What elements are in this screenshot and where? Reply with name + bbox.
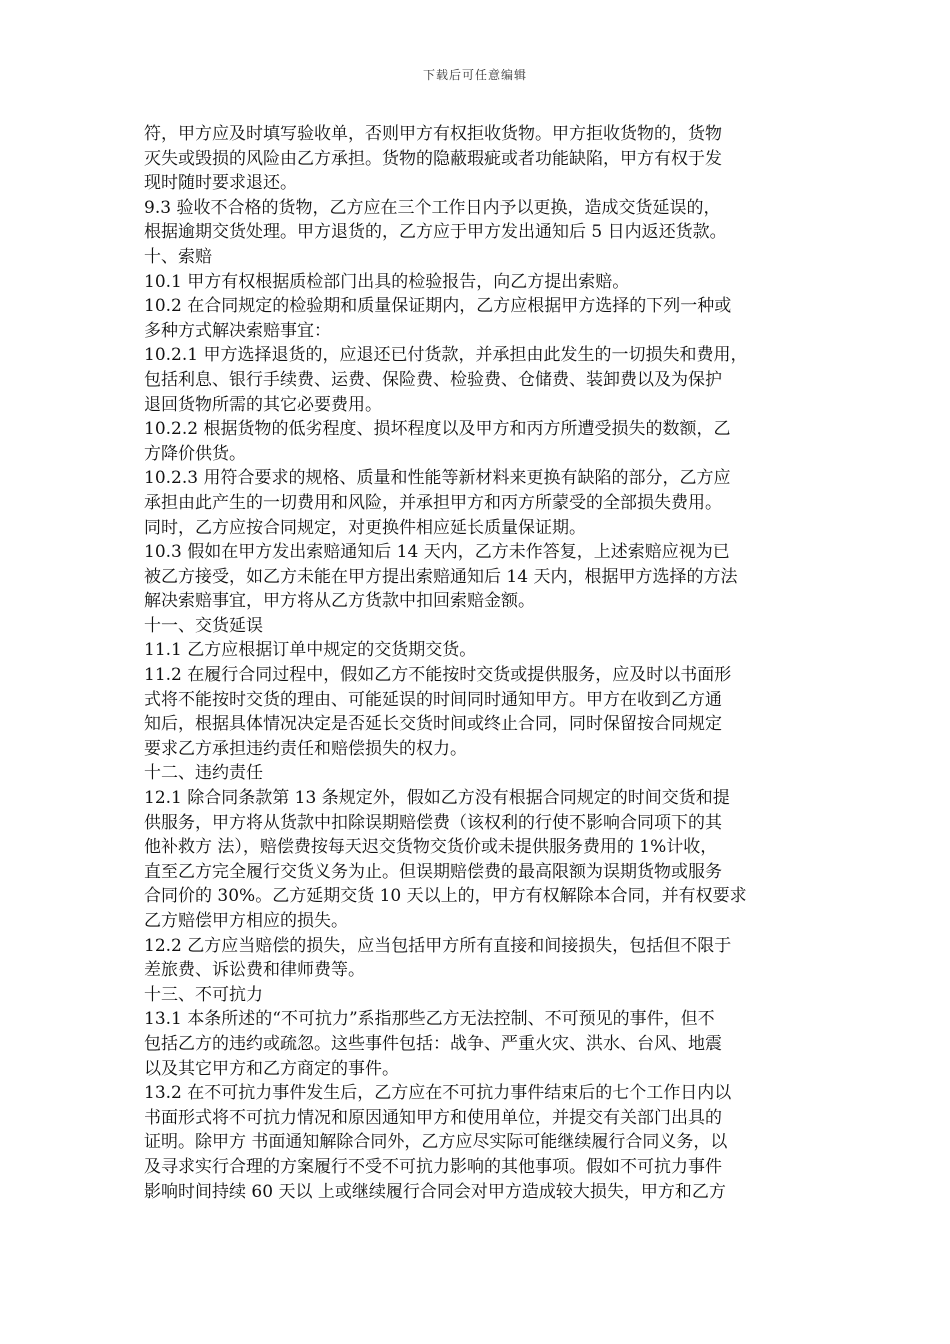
text-line: 供服务，甲方将从货款中扣除误期赔偿费（该权利的行使不影响合同项下的其 bbox=[144, 812, 722, 833]
text-line: 被乙方接受，如乙方未能在甲方提出索赔通知后 14 天内，根据甲方选择的方法 bbox=[144, 566, 738, 587]
text-line: 要求乙方承担违约责任和赔偿损失的权力。 bbox=[144, 738, 467, 759]
text-line: 11.2 在履行合同过程中，假如乙方不能按时交货或提供服务，应及时以书面形 bbox=[144, 665, 732, 686]
text-line: 10.2 在合同规定的检验期和质量保证期内，乙方应根据甲方选择的下列一种或 bbox=[144, 296, 732, 317]
text-line: 证明。除甲方 书面通知解除合同外，乙方应尽实际可能继续履行合同义务，以 bbox=[144, 1132, 728, 1153]
document-body bbox=[144, 122, 810, 1204]
text-line: 包括利息、银行手续费、运费、保险费、检验费、仓储费、装卸费以及为保护 bbox=[144, 369, 722, 390]
text-line: 13.1 本条所述的“不可抗力”系指那些乙方无法控制、不可预见的事件，但不 bbox=[144, 1009, 715, 1030]
text-line: 差旅费、诉讼费和律师费等。 bbox=[144, 960, 365, 981]
text-line: 以及其它甲方和乙方商定的事件。 bbox=[144, 1058, 399, 1079]
text-line: 10.3 假如在甲方发出索赔通知后 14 天内，乙方未作答复，上述索赔应视为已 bbox=[144, 542, 730, 563]
text-line: 退回货物所需的其它必要费用。 bbox=[144, 394, 382, 415]
section-heading: 十二、违约责任 bbox=[144, 763, 263, 784]
text-line: 承担由此产生的一切费用和风险，并承担甲方和丙方所蒙受的全部损失费用。 bbox=[144, 492, 722, 513]
text-line: 10.2.3 用符合要求的规格、质量和性能等新材料来更换有缺陷的部分，乙方应 bbox=[144, 468, 731, 489]
text-line: 直至乙方完全履行交货义务为止。但误期赔偿费的最高限额为误期货物或服务 bbox=[144, 861, 722, 882]
text-line: 现时随时要求退还。 bbox=[144, 173, 297, 194]
text-line: 12.2 乙方应当赔偿的损失，应当包括甲方所有直接和间接损失，包括但不限于 bbox=[144, 935, 732, 956]
text-line: 合同价的 30%。乙方延期交货 10 天以上的，甲方有权解除本合同，并有权要求 bbox=[144, 886, 747, 907]
text-line: 多种方式解决索赔事宜： bbox=[144, 320, 331, 341]
section-heading: 十、索赔 bbox=[144, 246, 212, 267]
section-heading: 十一、交货延误 bbox=[144, 615, 263, 636]
text-line: 他补救方 法），赔偿费按每天迟交货物交货价或未提供服务费用的 1%计收， bbox=[144, 837, 718, 858]
text-line: 13.2 在不可抗力事件发生后，乙方应在不可抗力事件结束后的七个工作日内以 bbox=[144, 1083, 732, 1104]
text-line: 12.1 除合同条款第 13 条规定外，假如乙方没有根据合同规定的时间交货和提 bbox=[144, 788, 730, 809]
page-header: 下载后可任意编辑 bbox=[422, 68, 527, 82]
text-line: 9.3 验收不合格的货物，乙方应在三个工作日内予以更换，造成交货延误的， bbox=[144, 197, 721, 218]
text-line: 式将不能按时交货的理由、可能延误的时间同时通知甲方。甲方在收到乙方通 bbox=[144, 689, 722, 710]
text-line: 及寻求实行合理的方案履行不受不可抗力影响的其他事项。假如不可抗力事件 bbox=[144, 1156, 722, 1177]
text-line: 方降价供货。 bbox=[144, 443, 246, 464]
text-line: 解决索赔事宜，甲方将从乙方货款中扣回索赔金额。 bbox=[144, 591, 535, 612]
text-line: 灭失或毁损的风险由乙方承担。货物的隐蔽瑕疵或者功能缺陷，甲方有权于发 bbox=[144, 148, 722, 169]
text-line: 影响时间持续 60 天以 上或继续履行合同会对甲方造成较大损失，甲方和乙方 bbox=[144, 1181, 726, 1202]
text-line: 10.1 甲方有权根据质检部门出具的检验报告，向乙方提出索赔。 bbox=[144, 271, 630, 292]
text-line: 包括乙方的违约或疏忽。这些事件包括：战争、严重火灾、洪水、台风、地震 bbox=[144, 1033, 722, 1054]
text-line: 根据逾期交货处理。甲方退货的，乙方应于甲方发出通知后 5 日内返还货款。 bbox=[144, 222, 727, 243]
text-line: 11.1 乙方应根据订单中规定的交货期交货。 bbox=[144, 640, 477, 661]
text-line: 10.2.2 根据货物的低劣程度、损坏程度以及甲方和丙方所遭受损失的数额，乙 bbox=[144, 419, 731, 440]
text-line: 10.2.1 甲方选择退货的，应退还已付货款，并承担由此发生的一切损失和费用， bbox=[144, 345, 748, 366]
section-heading: 十三、不可抗力 bbox=[144, 984, 263, 1005]
text-line: 乙方赔偿甲方相应的损失。 bbox=[144, 911, 348, 931]
text-line: 同时，乙方应按合同规定，对更换件相应延长质量保证期。 bbox=[144, 517, 586, 538]
text-line: 知后，根据具体情况决定是否延长交货时间或终止合同，同时保留按合同规定 bbox=[144, 714, 722, 735]
text-line: 符，甲方应及时填写验收单，否则甲方有权拒收货物。甲方拒收货物的，货物 bbox=[144, 124, 722, 144]
text-line: 书面形式将不可抗力情况和原因通知甲方和使用单位，并提交有关部门出具的 bbox=[144, 1107, 722, 1128]
